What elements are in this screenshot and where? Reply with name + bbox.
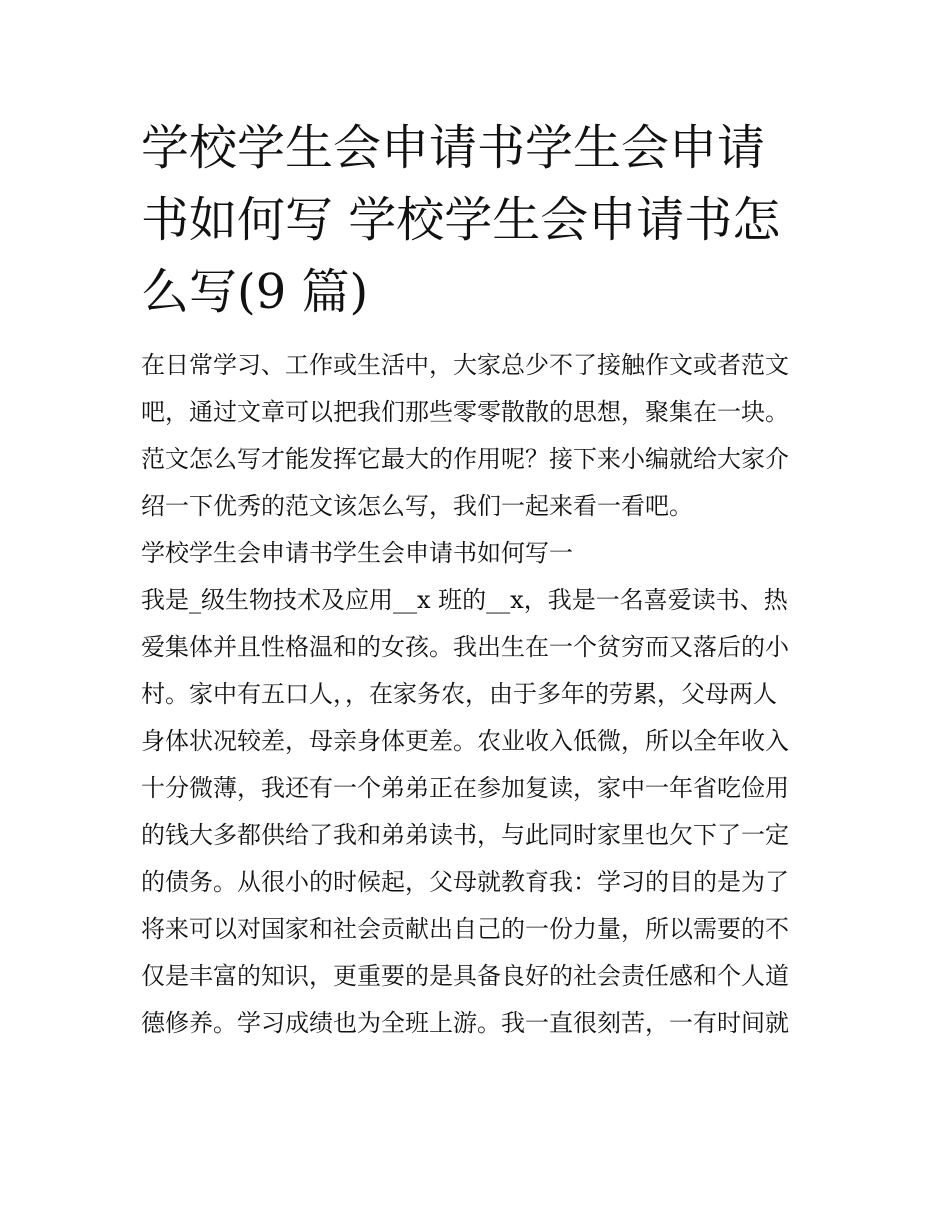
intro-paragraph [141, 342, 813, 530]
text-line: 在日常学习、工作或生活中，大家总少不了接触作文或者范文 [141, 351, 789, 379]
title-line: 么写(9 篇) [141, 264, 369, 320]
text-line: 仅是丰富的知识，更重要的是具备良好的社会责任感和个人道 [141, 962, 789, 990]
text-line: 爱集体并且性格温和的女孩。我出生在一个贫穷而又落后的小 [141, 633, 789, 661]
text-line: 将来可以对国家和社会贡献出自己的一份力量，所以需要的不 [141, 915, 789, 943]
title-line: 学校学生会申请书学生会申请 [141, 120, 766, 176]
text-line: 身体状况较差，母亲身体更差。农业收入低微，所以全年收入 [141, 727, 789, 755]
text-line: 德修养。学习成绩也为全班上游。我一直很刻苦，一有时间就 [141, 1009, 789, 1037]
section-heading: 学校学生会申请书学生会申请书如何写一 [141, 539, 573, 567]
text-line: 的钱大多都供给了我和弟弟读书，与此同时家里也欠下了一定 [141, 821, 789, 849]
title-line: 书如何写 学校学生会申请书怎 [141, 192, 781, 248]
document-body [141, 342, 813, 1047]
text-line: 的债务。从很小的时候起，父母就教育我：学习的目的是为了 [141, 868, 789, 896]
text-line: 吧，通过文章可以把我们那些零零散散的思想，聚集在一块。 [141, 398, 789, 426]
document-title [141, 112, 813, 328]
document-content [141, 112, 813, 1047]
text-line: 十分微薄，我还有一个弟弟正在参加复读，家中一年省吃俭用 [141, 774, 789, 802]
text-line: 村。家中有五口人，，在家务农，由于多年的劳累，父母两人 [141, 680, 777, 708]
text-line: 范文怎么写才能发挥它最大的作用呢？接下来小编就给大家介 [141, 445, 789, 473]
body-paragraph [141, 577, 813, 1047]
text-line: 绍一下优秀的范文该怎么写，我们一起来看一看吧。 [141, 492, 693, 520]
text-line: 我是_级生物技术及应用__x 班的__x，我是一名喜爱读书、热 [141, 586, 788, 614]
